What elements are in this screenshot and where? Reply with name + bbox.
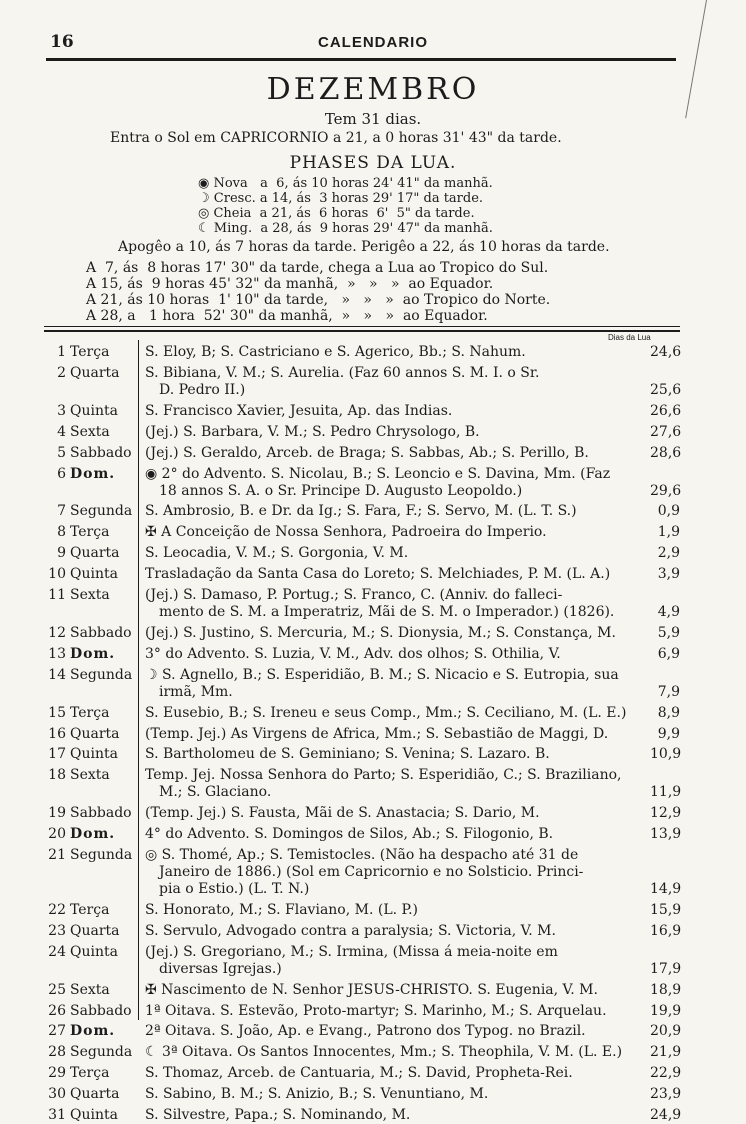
saints-line: (Jej.) S. Justino, S. Mercuria, M.; S. Dionysia, M.; S. Constança, M. — [145, 624, 616, 641]
day-saints — [145, 1023, 655, 1040]
day-saints — [145, 466, 655, 500]
day-number: 30 — [48, 1086, 66, 1103]
day-number: 21 — [48, 847, 66, 863]
saints-line: Trasladação da Santa Casa do Loreto; S. Melchiades, P. M. (L. A.) — [145, 566, 611, 583]
saints-line: (Temp. Jej.) As Virgens de Africa, Mm.; S. Sebastião de Maggi, D. — [145, 725, 609, 742]
day-saints — [145, 726, 655, 743]
weekday: Dom. — [70, 1023, 116, 1040]
day-saints — [145, 1003, 655, 1020]
moon-age: 23,9 — [650, 1086, 682, 1103]
moon-age: 12,9 — [650, 805, 682, 822]
day-number: 20 — [48, 826, 66, 843]
weekday: Segunda — [70, 1044, 133, 1061]
moon-age: 0,9 — [657, 503, 680, 520]
weekday: Quinta — [70, 566, 118, 583]
weekday: Quarta — [70, 1086, 120, 1103]
saints-line: (Temp. Jej.) S. Fausta, Mãi de S. Anastacia; S. Dario, M. — [145, 805, 540, 822]
day-saints — [145, 566, 655, 583]
day-saints — [145, 424, 655, 441]
moon-age: 10,9 — [650, 746, 682, 763]
moon-age: 2,9 — [657, 545, 680, 562]
moon-age: 20,9 — [650, 1023, 682, 1040]
saints-line: diversas Igrejas.) — [159, 960, 282, 977]
day-number: 14 — [48, 666, 66, 683]
day-saints — [145, 625, 655, 642]
weekday: Terça — [70, 704, 110, 721]
moon-age: 18,9 — [650, 981, 682, 998]
saints-line: S. Bartholomeu de S. Geminiano; S. Venina; S. Lazaro. B. — [145, 746, 550, 763]
saints-line: S. Ambrosio, B. e Dr. da Ig.; S. Fara, F.; S. Servo, M. (L. T. S.) — [145, 503, 577, 520]
saints-line: S. Eloy, B; S. Castriciano e S. Agerico, Bb.; S. Nahum. — [145, 344, 526, 360]
days-count: Tem 31 dias. — [324, 110, 422, 128]
weekday: Segunda — [70, 503, 133, 520]
day-number: 17 — [48, 746, 66, 763]
saints-line: S. Sabino, B. M.; S. Anizio, B.; S. Venuntiano, M. — [145, 1086, 489, 1103]
saints-line: 2ª Oitava. S. João, Ap. e Evang., Patrono dos Typog. no Brazil. — [145, 1023, 586, 1040]
page-number: 16 — [50, 32, 74, 52]
moon-age: 1,9 — [657, 524, 680, 541]
day-saints — [145, 445, 655, 462]
day-saints — [145, 805, 655, 822]
weekday: Segunda — [70, 666, 133, 683]
day-saints — [145, 1044, 655, 1061]
weekday: Sexta — [70, 423, 110, 440]
day-saints — [145, 1086, 655, 1103]
moon-phase-new: ◉ Nova a 6, ás 10 horas 24' 41" da manhã. — [198, 176, 493, 191]
day-saints — [145, 982, 655, 999]
saints-line: 18 annos S. A. o Sr. Principe D. Augusto Leopoldo.) — [159, 482, 523, 499]
weekday: Quinta — [70, 943, 118, 960]
saints-line: (Jej.) S. Barbara, V. M.; S. Pedro Chrysologo, B. — [145, 423, 480, 440]
weekday: Quarta — [70, 364, 120, 381]
phases-title: PHASES DA LUA. — [289, 153, 457, 173]
day-saints — [145, 545, 655, 562]
saints-line: 1ª Oitava. S. Estevão, Proto-martyr; S. Marinho, M.; S. Arquelau. — [145, 1002, 607, 1019]
day-number: 4 — [57, 423, 66, 440]
day-number: 15 — [48, 704, 66, 721]
saints-line: S. Francisco Xavier, Jesuita, Ap. das Indias. — [145, 402, 453, 419]
day-saints — [145, 746, 655, 763]
weekday: Quarta — [70, 545, 120, 562]
moon-age: 26,6 — [650, 402, 682, 419]
day-saints — [145, 365, 655, 399]
moon-age: 28,6 — [650, 444, 682, 461]
weekday: Quinta — [70, 402, 118, 419]
saints-line: ◉ 2° do Advento. S. Nicolau, B.; S. Leoncio e S. Davina, Mm. (Faz — [145, 465, 611, 482]
header-rule — [46, 58, 676, 61]
column-divider — [138, 340, 139, 1020]
moon-age: 27,6 — [650, 423, 682, 440]
weekday: Terça — [70, 901, 110, 918]
day-number: 10 — [48, 566, 66, 583]
day-saints — [145, 902, 655, 919]
weekday: Dom. — [70, 826, 116, 843]
saints-line: ☽ S. Agnello, B.; S. Esperidião, B. M.; S. Nicacio e S. Eutropia, sua — [145, 666, 619, 683]
tropic-line: A 28, a 1 hora 52' 30" da manhã, » » » ao Equador. — [86, 308, 488, 324]
moon-age: 13,9 — [650, 826, 682, 843]
day-number: 25 — [48, 981, 66, 998]
saints-line: ✠ A Conceição de Nossa Senhora, Padroeira do Imperio. — [145, 524, 547, 541]
table-top-rule — [44, 326, 680, 327]
moon-phase-full: ◎ Cheia a 21, ás 6 horas 6' 5" da tarde. — [198, 206, 475, 221]
weekday: Dom. — [70, 645, 116, 662]
moon-age: 8,9 — [657, 704, 680, 721]
moon-age: 11,9 — [650, 784, 682, 801]
saints-line: (Jej.) S. Geraldo, Arceb. de Braga; S. Sabbas, Ab.; S. Perillo, B. — [145, 444, 589, 461]
saints-line: ☾ 3ª Oitava. Os Santos Innocentes, Mm.; S. Theophila, V. M. (L. E.) — [145, 1044, 623, 1061]
moon-age: 24,9 — [650, 1107, 682, 1123]
moon-age: 29,6 — [650, 482, 682, 499]
moon-age: 6,9 — [657, 645, 680, 662]
day-saints — [145, 767, 655, 801]
day-number: 3 — [57, 402, 66, 419]
day-number: 7 — [57, 503, 66, 520]
running-title: CALENDARIO — [318, 34, 428, 51]
moon-age: 19,9 — [650, 1002, 682, 1019]
weekday: Sabbado — [70, 805, 132, 822]
day-number: 18 — [48, 767, 66, 784]
day-saints — [145, 1107, 655, 1124]
day-number: 5 — [57, 444, 66, 461]
sun-entry: Entra o Sol em CAPRICORNIO a 21, a 0 horas 31' 43" da tarde. — [110, 130, 562, 146]
day-number: 2 — [57, 364, 66, 381]
saints-line: S. Thomaz, Arceb. de Cantuaria, M.; S. David, Propheta-Rei. — [145, 1065, 573, 1082]
day-saints — [145, 847, 655, 898]
saints-line: S. Servulo, Advogado contra a paralysia; S. Victoria, V. M. — [145, 922, 556, 939]
day-number: 13 — [48, 645, 66, 662]
tropic-line: A 7, ás 8 horas 17' 30" da tarde, chega a Lua ao Tropico do Sul. — [86, 260, 549, 276]
weekday: Dom. — [70, 465, 116, 482]
day-saints — [145, 524, 655, 541]
saints-line: (Jej.) S. Damaso, P. Portug.; S. Franco, C. (Anniv. do falleci- — [145, 587, 563, 603]
saints-line: S. Silvestre, Papa.; S. Nominando, M. — [145, 1107, 411, 1123]
day-number: 6 — [57, 465, 66, 482]
moon-age: 9,9 — [657, 725, 680, 742]
saints-line: S. Leocadia, V. M.; S. Gorgonia, V. M. — [145, 545, 409, 562]
day-number: 8 — [57, 524, 66, 541]
days-moon-header: Dias da Lua — [608, 333, 651, 342]
saints-line: Temp. Jej. Nossa Senhora do Parto; S. Esperidião, C.; S. Braziliano, — [145, 767, 622, 784]
day-number: 12 — [48, 624, 66, 641]
month-title: DEZEMBRO — [266, 72, 480, 107]
weekday: Quinta — [70, 746, 118, 763]
weekday: Sexta — [70, 981, 110, 998]
moon-age: 3,9 — [657, 566, 680, 583]
moon-age: 16,9 — [650, 922, 682, 939]
day-number: 29 — [48, 1065, 66, 1082]
moon-age: 17,9 — [650, 960, 682, 977]
tropic-line: A 21, ás 10 horas 1' 10" da tarde, » » » ao Tropico do Norte. — [86, 292, 551, 308]
saints-line: mento de S. M. a Imperatriz, Mãi de S. M. o Imperador.) (1826). — [159, 604, 615, 620]
weekday: Terça — [70, 1065, 110, 1082]
day-number: 28 — [48, 1044, 66, 1061]
day-saints — [145, 344, 655, 361]
saints-line: ◎ S. Thomé, Ap.; S. Temistocles. (Não ha despacho até 31 de — [145, 847, 579, 863]
day-saints — [145, 503, 655, 520]
weekday: Quarta — [70, 725, 120, 742]
saints-line: irmã, Mm. — [159, 683, 233, 700]
saints-line: pia o Estio.) (L. T. N.) — [159, 881, 310, 897]
day-saints — [145, 923, 655, 940]
moon-age: 25,6 — [650, 381, 682, 398]
day-saints — [145, 403, 655, 420]
saints-line: Janeiro de 1886.) (Sol em Capricornio e no Solsticio. Princi- — [159, 864, 584, 880]
moon-age: 5,9 — [657, 624, 680, 641]
saints-line: 4° do Advento. S. Domingos de Silos, Ab.; S. Filogonio, B. — [145, 826, 554, 843]
day-number: 23 — [48, 922, 66, 939]
moon-phase-crescent: ☽ Cresc. a 14, ás 3 horas 29' 17" da tarde. — [198, 191, 484, 206]
moon-phase-waning: ☾ Ming. a 28, ás 9 horas 29' 47" da manhã. — [198, 221, 493, 236]
weekday: Segunda — [70, 847, 133, 863]
day-number: 9 — [57, 545, 66, 562]
day-number: 1 — [57, 344, 66, 360]
day-saints — [145, 944, 655, 978]
day-saints — [145, 667, 655, 701]
day-number: 27 — [48, 1023, 66, 1040]
weekday: Sabbado — [70, 444, 132, 461]
weekday: Sexta — [70, 587, 110, 603]
day-saints — [145, 1065, 655, 1082]
moon-age: 21,9 — [650, 1044, 682, 1061]
weekday: Sabbado — [70, 1002, 132, 1019]
day-number: 26 — [48, 1002, 66, 1019]
tropic-line: A 15, ás 9 horas 45' 32" da manhã, » » » ao Equador. — [86, 276, 494, 292]
weekday: Sexta — [70, 767, 110, 784]
day-saints — [145, 587, 655, 621]
moon-age: 15,9 — [650, 901, 682, 918]
day-number: 24 — [48, 943, 66, 960]
day-saints — [145, 826, 655, 843]
day-number: 19 — [48, 805, 66, 822]
saints-line: 3° do Advento. S. Luzia, V. M., Adv. dos olhos; S. Othilia, V. — [145, 645, 561, 662]
apogee-perigee: Apogêo a 10, ás 7 horas da tarde. Perigêo a 22, ás 10 horas da tarde. — [118, 239, 610, 255]
saints-line: M.; S. Glaciano. — [159, 784, 272, 801]
day-saints — [145, 705, 655, 722]
moon-age: 7,9 — [657, 683, 680, 700]
saints-line: (Jej.) S. Gregoriano, M.; S. Irmina, (Missa á meia-noite em — [145, 943, 558, 960]
weekday: Terça — [70, 524, 110, 541]
day-number: 22 — [48, 901, 66, 918]
moon-age: 22,9 — [650, 1065, 682, 1082]
weekday: Quinta — [70, 1107, 118, 1123]
moon-age: 14,9 — [650, 881, 682, 897]
table-top-rule-thick — [44, 330, 680, 332]
day-number: 16 — [48, 725, 66, 742]
moon-age: 24,6 — [650, 344, 682, 360]
saints-line: S. Honorato, M.; S. Flaviano, M. (L. P.) — [145, 901, 419, 918]
saints-line: ✠ Nascimento de N. Senhor JESUS-CHRISTO. S. Eugenia, V. M. — [145, 981, 598, 998]
saints-line: S. Eusebio, B.; S. Ireneu e seus Comp., Mm.; S. Ceciliano, M. (L. E.) — [145, 704, 627, 721]
moon-age: 4,9 — [657, 604, 680, 620]
day-saints — [145, 646, 655, 663]
weekday: Sabbado — [70, 624, 132, 641]
saints-line: D. Pedro II.) — [159, 381, 246, 398]
day-number: 31 — [48, 1107, 66, 1123]
saints-line: S. Bibiana, V. M.; S. Aurelia. (Faz 60 annos S. M. I. o Sr. — [145, 364, 540, 381]
day-number: 11 — [48, 587, 66, 603]
weekday: Terça — [70, 344, 110, 360]
weekday: Quarta — [70, 922, 120, 939]
